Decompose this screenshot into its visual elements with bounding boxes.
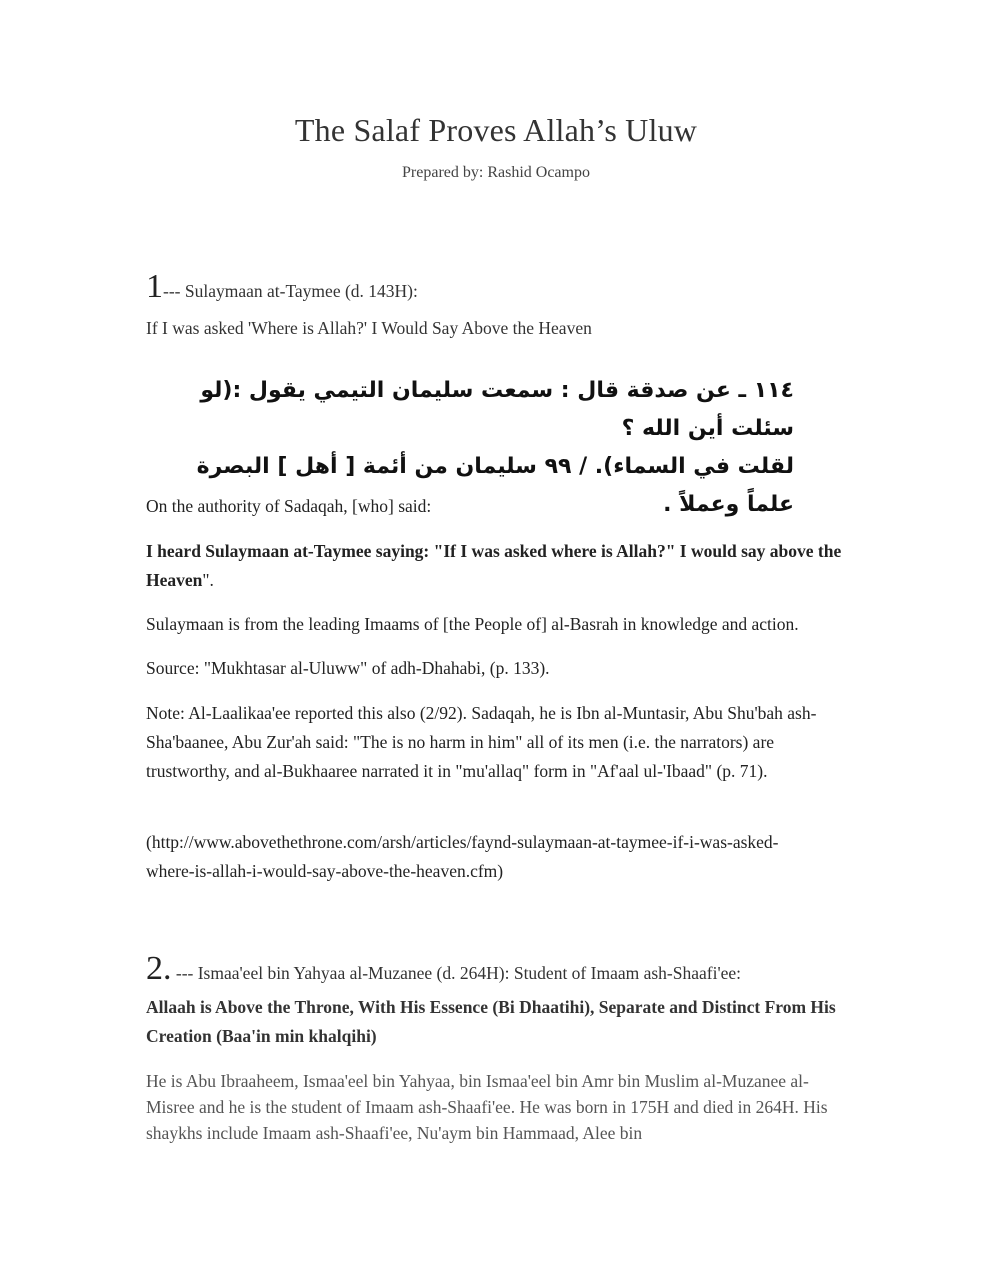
document-title: The Salaf Proves Allah’s Uluw [294,112,698,148]
section-2-subheading: Allaah is Above the Throne, With His Essence (Bi Dhaatihi), Separate and Distinct From His Creation (Baa'in min khalqihi) [146,997,836,1046]
document-author: Prepared by: Rashid Ocampo [402,164,590,181]
quote-bold-text: I heard Sulaymaan at-Taymee saying: "If I was asked where is Allah?" I would say above the Heaven [146,541,842,590]
quote-end: ". [202,570,214,590]
section-1-title: --- Sulaymaan at-Taymee (d. 143H): [163,281,418,301]
section-1-number: 1 [146,268,163,305]
section-1-quote [146,537,846,595]
link-line-2: where-is-allah-i-would-say-above-the-heaven.cfm) [146,861,504,881]
section-1-link [146,828,846,886]
section-1-heading [146,268,418,306]
section-2-heading [146,950,741,988]
section-1-note: Note: Al-Laalikaa'ee reported this also (2/92). Sadaqah, he is Ibn al-Muntasir, Abu Shu'bah ash-Sha'baanee, Abu Zur'ah said: "The is no harm in him" all of its men (i.e. the narrators) are trustworthy, and al-Bukhaaree narrated it in "mu'allaq" form in "Af'aal ul-'Ibaad" (p. 71). [146,703,817,781]
link-line-1: (http://www.abovethethrone.com/arsh/articles/faynd-sulaymaan-at-taymee-if-i-was-asked- [146,832,779,852]
arabic-line-2: لقلت في السماء). / ٩٩ سليمان من أئمة [ أهل ] البصرة علماً وعملاً . [196,454,794,517]
section-2-number: 2. [146,950,172,987]
section-1-paragraph-3: Sulaymaan is from the leading Imaams of [the People of] al-Basrah in knowledge and action. [146,614,799,634]
section-1-subheading: If I was asked 'Where is Allah?' I Would Say Above the Heaven [146,318,592,338]
arabic-line-1: ١١٤ ـ عن صدقة قال : سمعت سليمان التيمي يقول :(لو سئلت أين الله ؟ [200,378,794,441]
section-2-title: --- Ismaa'eel bin Yahyaa al-Muzanee (d. 264H): Student of Imaam ash-Shaafi'ee: [171,963,742,983]
section-1-source: Source: "Mukhtasar al-Uluww" of adh-Dhahabi, (p. 133). [146,658,550,678]
section-2-paragraph-1: He is Abu Ibraaheem, Ismaa'eel bin Yahyaa, bin Ismaa'eel bin Amr bin Muslim al-Muzanee al-Misree and he is the student of Imaam ash-Shaafi'ee. He was born in 175H and died in 264H. His shaykhs include Imaam ash-Shaafi'ee, Nu'aym bin Hammaad, Alee bin [146,1071,828,1143]
section-1-paragraph-1: On the authority of Sadaqah, [who] said: [146,496,432,516]
